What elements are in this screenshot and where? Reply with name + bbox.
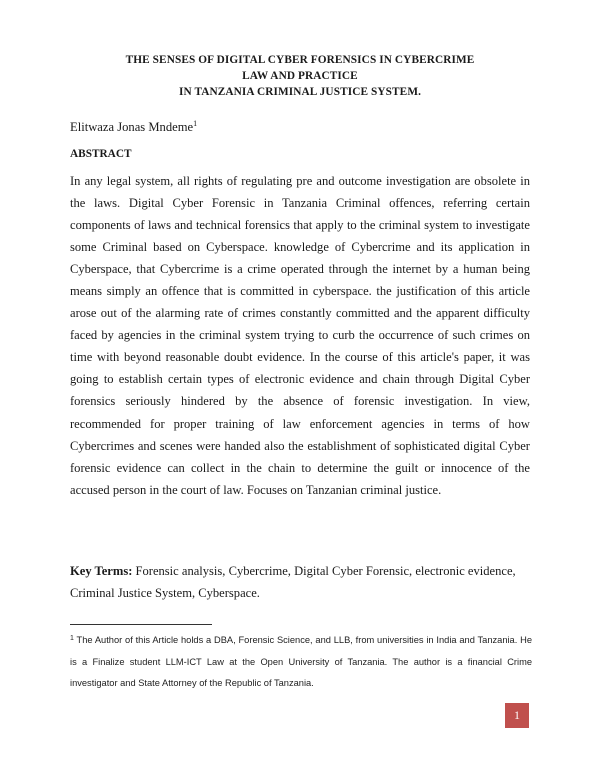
footnote-marker: 1 [70,635,74,642]
paper-title [60,52,540,100]
author-line [70,119,197,135]
key-terms [70,560,532,604]
footnote [70,628,532,695]
key-terms-label: Key Terms: [70,564,133,578]
title-line-2: LAW AND PRACTICE [242,70,358,82]
abstract-heading: ABSTRACT [70,148,132,160]
title-line-1: THE SENSES OF DIGITAL CYBER FORENSICS IN CYBERCRIME [125,54,475,66]
page-number-badge [505,703,529,728]
page-number: 1 [514,708,520,722]
abstract-body: In any legal system, all rights of regulating pre and outcome investigation are obsolete in the laws. Digital Cyber Forensic in Tanzania Criminal offences, referring certain components of laws and technical forensics that apply to the criminal system to investigate some Criminal based on Cyberspace. knowledge of Cybercrime and its application in Cyberspace, that Cybercrime is a crime operated through the internet by a human being means simply an offence that is committed in cyberspace. the justification of this article arose out of the alarming rate of crimes constantly committed and the apparent difficulty faced by agencies in the criminal system trying to curb the occurrence of such crimes on time with beyond reasonable doubt evidence. In the course of this article's paper, it was going to establish certain types of electronic evidence and chain through Digital Cyber forensics seriously hindered by the absence of forensic investigation. In view, recommended for proper training of law enforcement agencies in terms of how Cybercrimes and scenes were handed also the establishment of sophisticated digital Cyber forensic evidence can collect in the chain to determine the guilt or innocence of the accused person in the court of law. Focuses on Tanzanian criminal justice. [70,174,530,497]
footnote-divider [70,624,212,625]
title-line-3: IN TANZANIA CRIMINAL JUSTICE SYSTEM. [178,86,422,98]
author-name: Elitwaza Jonas Mndeme [70,120,194,134]
key-terms-text: Forensic analysis, Cybercrime, Digital Cyber Forensic, electronic evidence, Criminal Justice System, Cyberspace. [70,564,516,600]
footnote-text: The Author of this Article holds a DBA, Forensic Science, and LLB, from universities in India and Tanzania. He is a Finalize student LLM-ICT Law at the Open University of Tanzania. The author is a financial Crime investigator and State Attorney of the Republic of Tanzania. [70,635,532,688]
author-footnote-marker[interactable]: 1 [193,119,198,128]
